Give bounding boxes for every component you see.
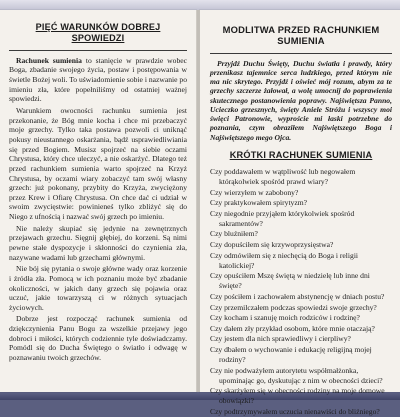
paragraph-2: Warunkiem owocności rachunku sumienia jest przekonanie, że Bóg mnie kocha i chce mi przebaczyć moje grzechy. Tylko taka postawa pozwoli ci uniknąć pokusy nieustannego oskarżania, bądź usprawiedliwiania się przed Bogiem. Musisz spojrzeć na siebie oczami Chrystusa, który chce uleczyć, a nie oskarżyć. Dlatego też przed rachunkiem sumienia warto spojrzeć na Krzyż Chrystusa, by oczami wiary zobaczyć tam swój własny grzech: już pokonany, przybity do Krzyża, zwyciężony przez Krew i Ofiarę Chrystusa. On chce dać ci udział w swoim zwycięstwie: powinieneś tylko zbliżyć się do Niego z ufnością i nazwać swój grzech po imieniu. (9, 106, 187, 222)
exam-question: Czy bluźniłem? (210, 229, 258, 239)
exam-title: KRÓTKI RACHUNEK SUMIENIA (229, 149, 373, 160)
intro-bold-term: Rachunek sumienia (16, 55, 82, 65)
paragraph-4: Nie bój się pytania o swoje główne wady oraz korzenie i źródła zła. Pomocą w ich poznaniu może być zbadanie okoliczności, w jakich dany grzech się pojawia oraz uczuć, jakie towarzyszą ci w różnych sytuacjach życiowych. (9, 264, 187, 312)
paragraph-intro (9, 56, 187, 104)
exam-question: Czy podtrzymywałem uczucia nienawiści do bliźniego? (210, 407, 380, 416)
exam-question: Czy odmówiłem się z niechęcią do Boga i religii katolickiej? (210, 250, 359, 270)
exam-question: Czy skarżyłem się w obecności rodziny na moje domowe obowiązki? (210, 386, 385, 406)
exam-questions-list (210, 167, 392, 417)
exam-question: Czy pościłem i zachowałem abstynencję w dniach postu? (210, 291, 385, 301)
left-page (0, 10, 196, 392)
paragraph-3: Nie należy skupiać się jedynie na zewnętrznych przejawach grzechu. Sięgnij głębiej, do korzeni. Są nimi pewne stałe dyspozycje i skłonności do czynienia zła, nazywane wadami lub grzechami głównymi. (9, 223, 187, 262)
intro-text: to stanięcie w prawdzie wobec Boga, zbadanie swojego życia, postaw i postępowania w świetle Bożej woli. To uświadomienie sobie i nazwanie po imieniu zła, które popełniliśmy od ostatniej ważnej spowiedzi. (9, 55, 188, 104)
exam-question: Czy poddawałem w wątpliwość lub negowałem którąkolwiek spośród prawd wiary? (210, 166, 356, 186)
prayer-title-rule (210, 53, 392, 54)
exam-question: Czy niegodnie przyjąłem którykolwiek spośród sakramentów? (210, 208, 355, 228)
prayer-title: MODLITWA PRZED RACHUNKIEM SUMIENIA (222, 24, 380, 47)
exam-question: Czy praktykowałem spirytyzm? (210, 198, 308, 208)
title-rule (9, 50, 187, 51)
exam-question: Czy kocham i szanuję moich rodziców i rodzinę? (210, 313, 360, 323)
paragraph-5: Dobrze jest rozpocząć rachunek sumienia od dziękczynienia Panu Bogu za wszelkie przejawy jego dobroci i miłości, których codziennie tyle doświadczamy. Pomódl się do Ducha Świętego o światło i odwagę w poznawaniu twoich grzechów. (9, 314, 187, 363)
exam-question: Czy opuściłem Mszę świętą w niedzielę lub inne dni święte? (210, 271, 370, 291)
exam-question: Czy przemilczałem podczas spowiedzi swoje grzechy? (210, 302, 377, 312)
exam-question: Czy dopuściłem się krzywoprzysięstwa? (210, 240, 334, 249)
exam-question: Czy jestem dla nich sprawiedliwy i cierpliwy? (210, 334, 351, 344)
prayer-text: Przyjdź Duchu Święty, Duchu światła i prawdy, który przenikasz tajemnice serca ludzkiego, przed którym nie ma nic skrytego. Przyjdź i oświeć mój rozum, abym za te grzechy szczerze żałował, a wolę umocnij do poprawienia skutecznego postanowienia poprawy. Najświętsza Panno, Ucieczko grzesznych, święty Aniele Stróżu i wszyscy moi święci Patronowie, wyproście mi łaski potrzebne do poznania, czym obraziłem Najświętszego Boga i Najświętszego mego Ojca. (210, 58, 392, 142)
left-page-title: PIĘĆ WARUNKÓW DOBREJ SPOWIEDZI (35, 22, 161, 43)
exam-question: Czy dałem zły przykład osobom, które mnie otaczają? (210, 323, 375, 333)
right-page (200, 10, 400, 416)
exam-question: Czy dbałem o wychowanie i edukację religijną mojej rodziny? (210, 344, 372, 365)
exam-question: Czy nie podważyłem autorytetu współmałżonka, upominając go, dyskutując z nim w obecności dzieci? (210, 365, 383, 385)
exam-question: Czy wierzyłem w zabobony? (210, 187, 299, 197)
